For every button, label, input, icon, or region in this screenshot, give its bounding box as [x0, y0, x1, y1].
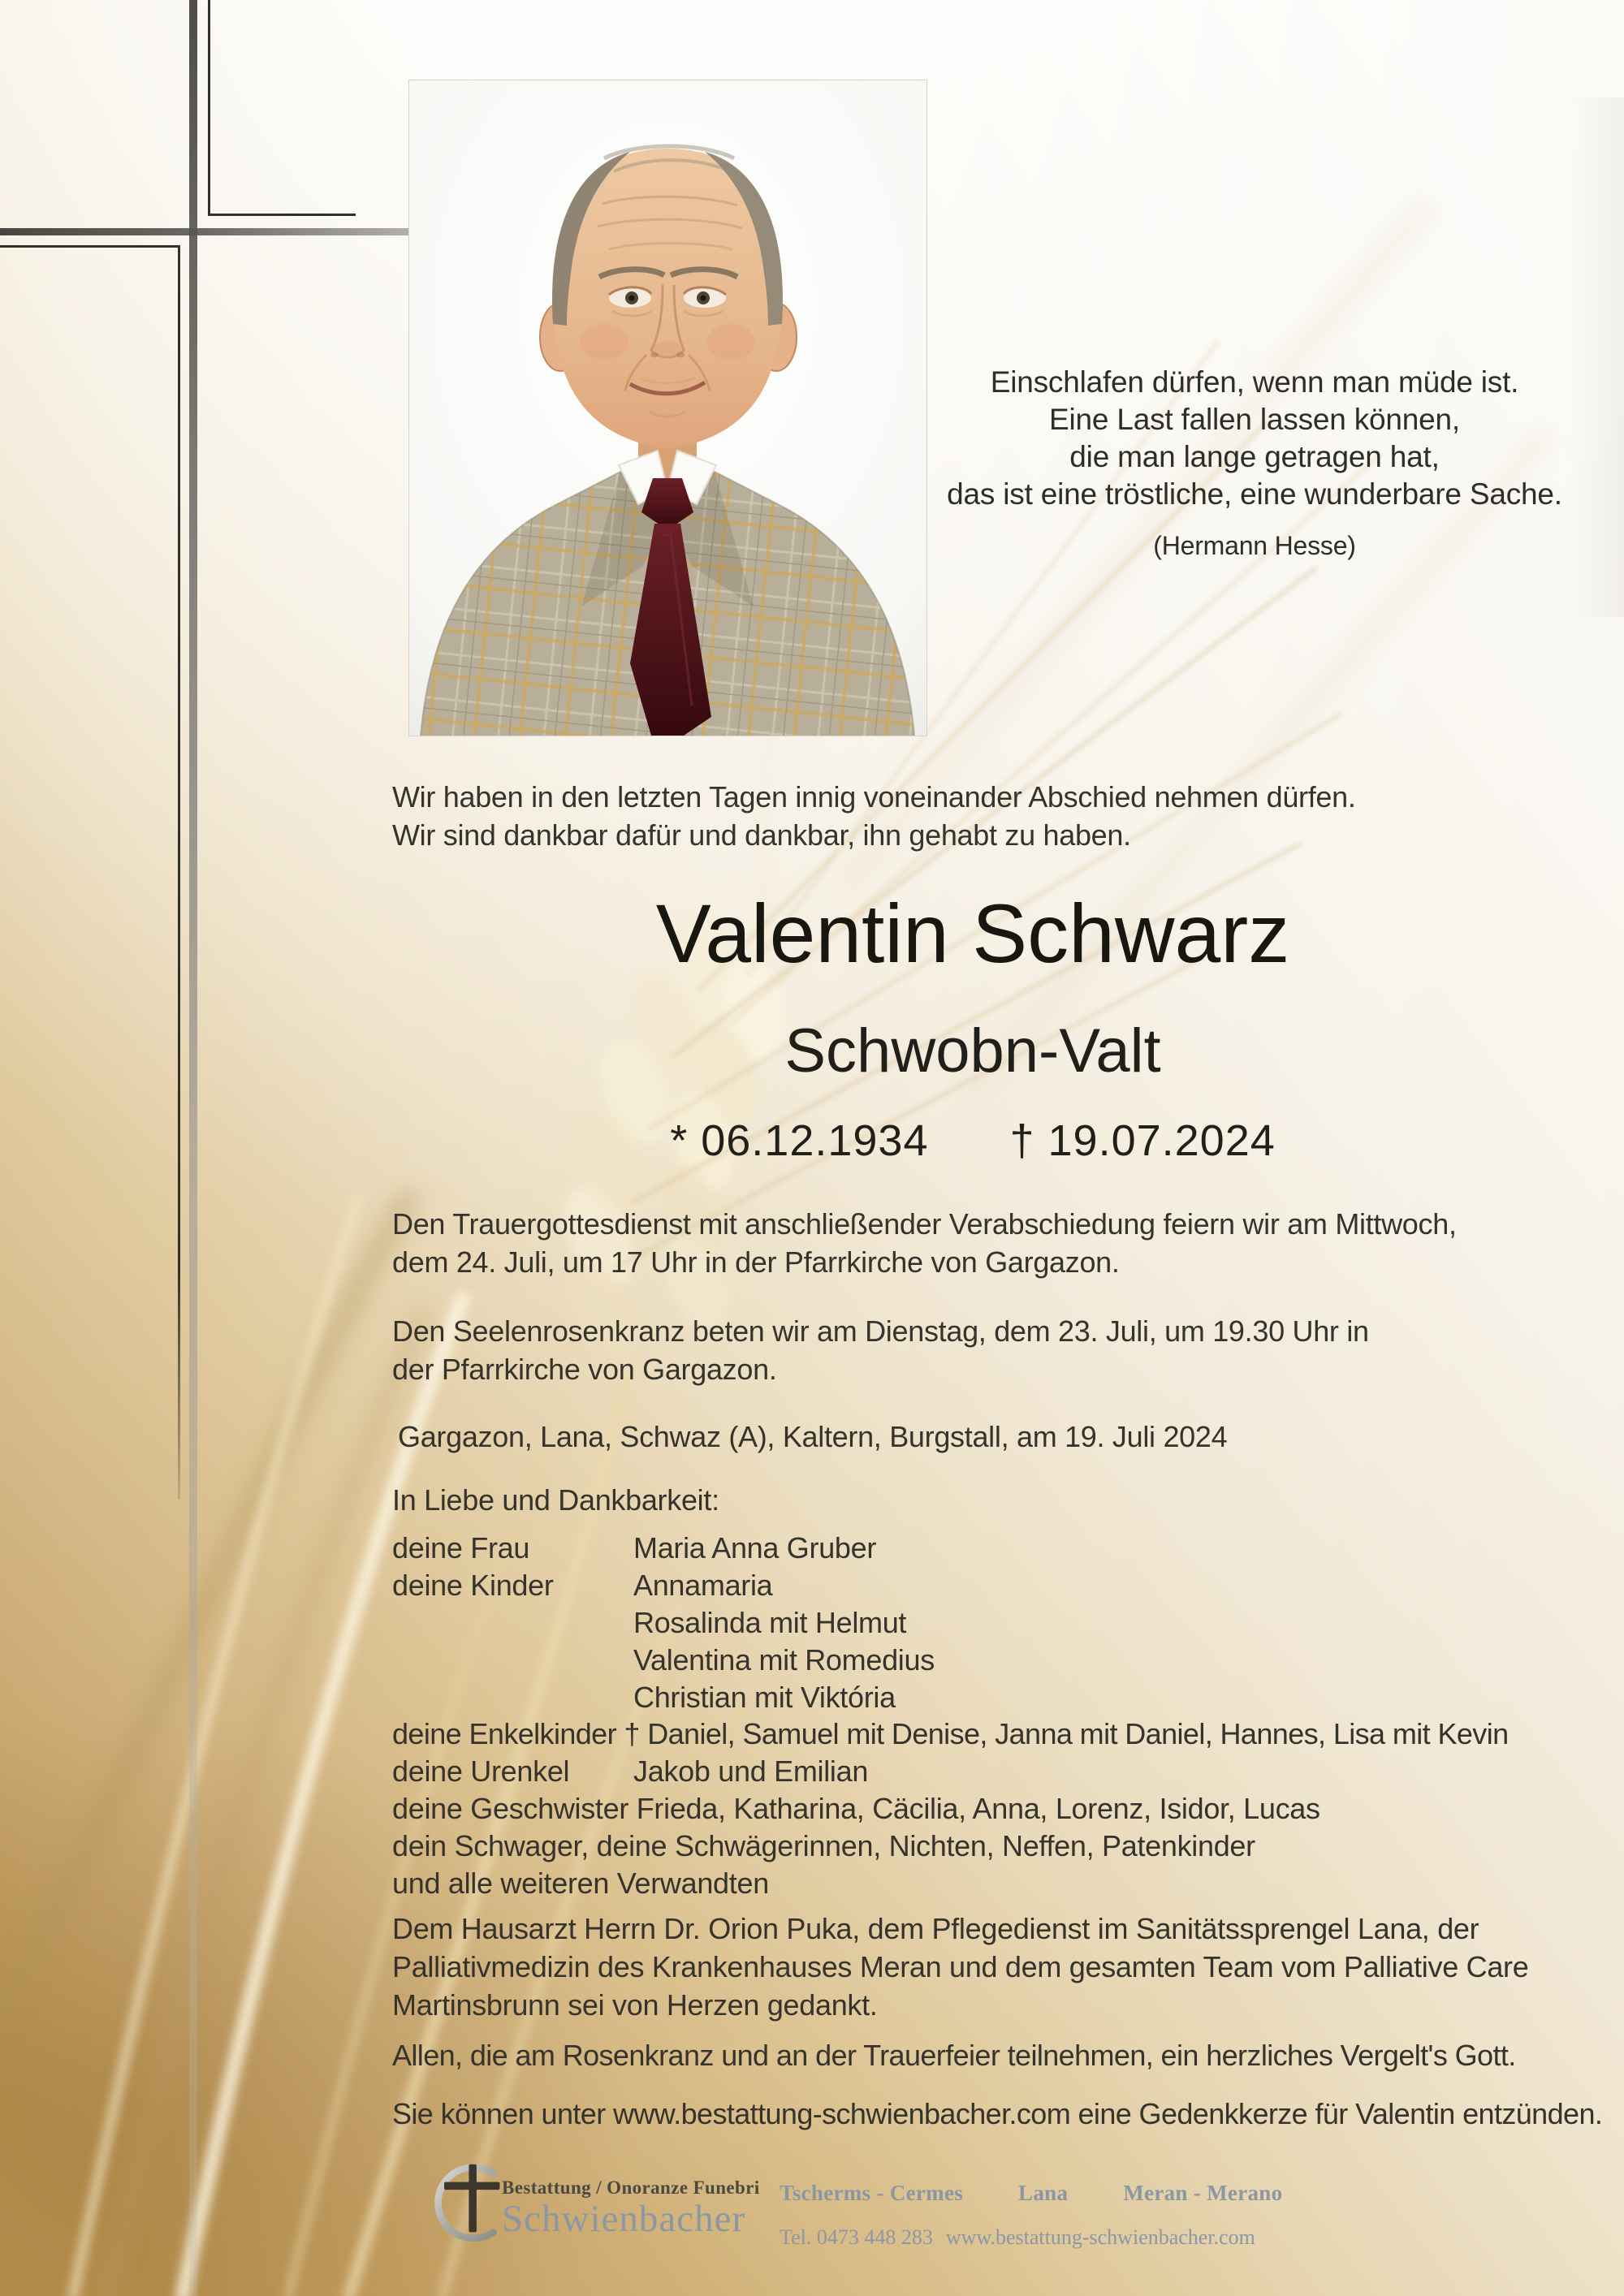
- grandchildren-line: deine Enkelkinder † Daniel, Samuel mit Denise, Janna mit Daniel, Hannes, Lisa mit Kevin: [392, 1717, 1509, 1750]
- quote-block: [926, 364, 1583, 564]
- family-member-name: Maria Anna Gruber: [633, 1531, 877, 1564]
- family-relation-label: [392, 1604, 633, 1642]
- brand-company-name: Schwienbacher: [502, 2198, 746, 2240]
- family-member-name: Christian mit Viktória: [633, 1681, 896, 1714]
- family-member-name: Rosalinda mit Helmut: [633, 1606, 907, 1639]
- funeral-service-paragraph: [392, 1205, 1594, 1281]
- family-heading: In Liebe und Dankbarkeit:: [392, 1483, 719, 1517]
- medical-thanks-paragraph: [392, 1910, 1594, 2024]
- website-url: www.bestattung-schwienbacher.com: [945, 2225, 1255, 2249]
- portrait-illustration: [409, 80, 926, 736]
- intro-line: Wir haben in den letzten Tagen innig voneinander Abschied nehmen dürfen.: [392, 780, 1356, 814]
- family-row: [392, 1567, 1594, 1604]
- quote-line: Eine Last fallen lassen können,: [1049, 403, 1460, 436]
- great-grandchildren-row: [392, 1752, 1594, 1790]
- in-laws-line: dein Schwager, deine Schwägerinnen, Nichten, Neffen, Patenkinder: [392, 1829, 1255, 1862]
- deceased-nickname: Schwobn-Valt: [784, 1016, 1161, 1085]
- intro-line: Wir sind dankbar dafür und dankbar, ihn gehabt zu haben.: [392, 818, 1131, 852]
- locations-row: [780, 2181, 1282, 2206]
- birth-date: * 06.12.1934: [670, 1116, 929, 1165]
- quote-line: Einschlafen dürfen, wenn man müde ist.: [990, 365, 1519, 399]
- circle-arc: [438, 2168, 493, 2238]
- frame-thick-vertical-line: [189, 0, 197, 2296]
- memorial-candle-line: Sie können unter www.bestattung-schwienbacher.com eine Gedenkkerze für Valentin entzünden.: [392, 2097, 1603, 2130]
- location-item: Meran - Merano: [1123, 2181, 1283, 2205]
- rosary-line: der Pfarrkirche von Gargazon.: [392, 1353, 777, 1386]
- portrait-photo: [408, 80, 927, 736]
- frame-thin-top-horizontal-line: [208, 214, 356, 216]
- contact-block: [780, 2181, 1282, 2250]
- thanks-line: Dem Hausarzt Herrn Dr. Orion Puka, dem Pflegedienst im Sanitätssprengel Lana, der: [392, 1912, 1479, 1945]
- family-list: [392, 1530, 1594, 1716]
- quote-attribution: (Hermann Hesse): [1153, 531, 1356, 560]
- frame-thin-top-vertical-line: [208, 0, 210, 216]
- rosary-line: Den Seelenrosenkranz beten wir am Dienstag, dem 23. Juli, um 19.30 Uhr in: [392, 1314, 1369, 1348]
- funeral-line: dem 24. Juli, um 17 Uhr in der Pfarrkirche von Gargazon.: [392, 1245, 1120, 1279]
- frame-thin-left-horizontal-line: [0, 245, 179, 248]
- brand-tagline: Bestattung / Onoranze Funebri: [502, 2177, 760, 2198]
- family-relation-label: [392, 1679, 633, 1716]
- quote-line: die man lange getragen hat,: [1069, 440, 1440, 473]
- death-date: † 19.07.2024: [1009, 1116, 1276, 1165]
- family-row: [392, 1604, 1594, 1642]
- phone-number: Tel. 0473 448 283: [780, 2225, 933, 2249]
- family-member-name: Jakob und Emilian: [633, 1754, 869, 1788]
- attendance-thanks-line: Allen, die am Rosenkranz und an der Trauerfeier teilnehmen, ein herzliches Vergelt's Gott.: [392, 2039, 1516, 2072]
- location-item: Lana: [1018, 2181, 1069, 2205]
- rosary-paragraph: [392, 1312, 1594, 1388]
- frame-thin-left-vertical-line: [178, 245, 180, 1500]
- thanks-line: Martinsbrunn sei von Herzen gedankt.: [392, 1988, 878, 2022]
- family-member-name: Valentina mit Romedius: [633, 1643, 935, 1677]
- family-relation-label: deine Frau: [392, 1531, 530, 1564]
- footer: [0, 2151, 1624, 2296]
- family-relation-label: deine Urenkel: [392, 1754, 570, 1788]
- family-row: [392, 1642, 1594, 1679]
- thanks-line: Palliativmedizin des Krankenhauses Meran und dem gesamten Team vom Palliative Care: [392, 1950, 1529, 1983]
- family-relation-label: deine Kinder: [392, 1569, 554, 1602]
- family-member-name: Annamaria: [633, 1569, 773, 1602]
- deceased-name: Valentin Schwarz: [655, 887, 1290, 980]
- life-dates: [392, 1116, 1553, 1165]
- brand-block: [502, 2177, 760, 2239]
- family-row: [392, 1679, 1594, 1716]
- quote-line: das ist eine tröstliche, eine wunderbare Sache.: [947, 477, 1562, 511]
- location-item: Tscherms - Cermes: [780, 2181, 964, 2205]
- siblings-line: deine Geschwister Frieda, Katharina, Cäcilia, Anna, Lorenz, Isidor, Lucas: [392, 1792, 1320, 1825]
- family-relation-label: [392, 1642, 633, 1679]
- relatives-line: und alle weiteren Verwandten: [392, 1867, 769, 1900]
- family-row: [392, 1530, 1594, 1567]
- contact-row: [780, 2225, 1282, 2250]
- places-date-line: Gargazon, Lana, Schwaz (A), Kaltern, Burgstall, am 19. Juli 2024: [398, 1420, 1228, 1453]
- intro-paragraph: [392, 778, 1594, 854]
- funeral-line: Den Trauergottesdienst mit anschließender Verabschiedung feiern wir am Mittwoch,: [392, 1207, 1457, 1241]
